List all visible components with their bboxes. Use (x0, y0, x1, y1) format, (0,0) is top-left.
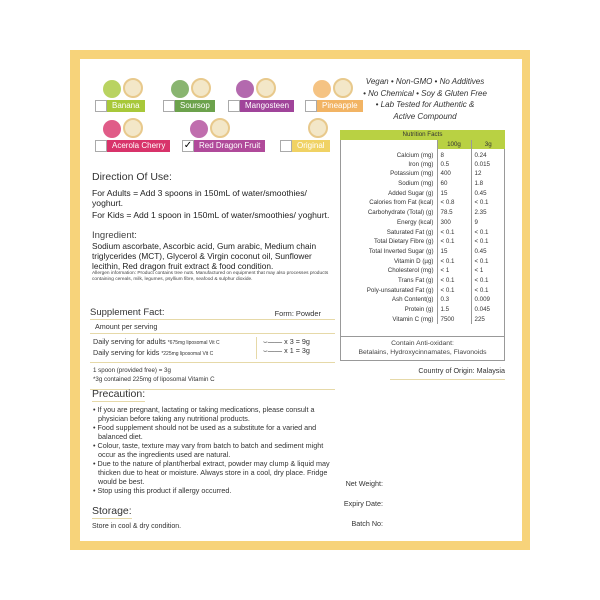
nutrient-value: < 1 (437, 266, 471, 276)
nutrient-value: 2.35 (471, 208, 505, 218)
nutrition-row (340, 314, 505, 324)
nutrition-row (340, 295, 505, 305)
nutrient-value: 8 (437, 149, 471, 159)
precaution-item: • Colour, taste, texture may vary from batch to batch and sediment might occur as the ingredients used are natural. (93, 441, 324, 459)
supplement-title: Supplement Fact: (90, 307, 165, 318)
nutrition-row (340, 169, 505, 179)
nutrient-value: < 0.1 (437, 227, 471, 237)
nutrition-row (340, 237, 505, 247)
flavor-option[interactable] (182, 140, 265, 152)
nutrition-row (340, 149, 505, 159)
nutrient-value: 9 (471, 218, 505, 228)
nutrient-value: 0.015 (471, 159, 505, 169)
nutrient-value: 15 (437, 188, 471, 198)
flavor-checkbox[interactable] (228, 100, 240, 112)
direction-adults: For Adults = Add 3 spoons in 150mL of water/smoothies/ yoghurt. (92, 188, 307, 208)
antioxidant-list: Betalains, Hydroxycinnamates, Flavonoids (358, 349, 487, 356)
flavor-checkbox[interactable] (163, 100, 175, 112)
ingredient-title: Ingredient: (92, 230, 137, 241)
flavor-label: Original (292, 140, 330, 152)
nutrient-name: Ash Content(g) (391, 296, 434, 304)
nutrient-value: 0.24 (471, 149, 505, 159)
nutrient-value: 400 (437, 169, 471, 179)
powder-scoop-image (123, 118, 143, 138)
contained-info: *3g contained 225mg of liposomal Vitamin C (93, 376, 215, 383)
flavor-checkbox[interactable] (95, 140, 107, 152)
nutrient-value: 300 (437, 218, 471, 228)
nutrient-name: Trans Fat (g) (397, 276, 434, 284)
country-of-origin: Country of Origin: Malaysia (390, 366, 505, 380)
flavor-checkbox[interactable] (280, 140, 292, 152)
flavor-checkbox[interactable] (95, 100, 107, 112)
flavor-checkbox[interactable] (305, 100, 317, 112)
claim-line: • No Chemical • Soy & Gluten Free (363, 88, 487, 98)
net-weight-label: Net Weight: (345, 479, 383, 488)
claim-line: Vegan • Non-GMO • No Additives (365, 77, 485, 86)
nutrient-name: Total Inverted Sugar (g) (368, 247, 434, 255)
nutrient-value: 7500 (437, 314, 471, 324)
supplement-form: Form: Powder (274, 309, 321, 318)
nutrient-value: 0.5 (437, 159, 471, 169)
nutrient-name: Vitamin C (mg) (392, 315, 434, 323)
adult-serving: Daily serving for adults (93, 337, 166, 346)
spoon-icon: ⌣—— (263, 337, 283, 346)
nutrient-name: Vitamin D (µg) (393, 257, 434, 265)
nutrition-title: Nutrition Facts (340, 130, 505, 140)
kid-serving: Daily serving for kids (93, 348, 160, 357)
spoon-info: 1 spoon (provided free) = 3g (93, 367, 171, 374)
flavor-checkbox[interactable]: ✓ (183, 140, 193, 151)
nutrition-row (340, 208, 505, 218)
direction-section (92, 171, 337, 283)
nutrition-row (340, 159, 505, 169)
nutrient-value: 225 (471, 314, 505, 324)
flavor-label: Red Dragon Fruit (194, 140, 265, 152)
column-3g: 3g (471, 140, 505, 150)
nutrient-name: Protein (g) (404, 306, 434, 314)
antioxidant-section (341, 336, 504, 357)
ingredient-text: Sodium ascorbate, Ascorbic acid, Gum arabic, Medium chain triglycerides (MCT), Glycerol & Virgin coconut oil, Sunflower lecithin, Red dragon fruit extract & food condition. (92, 241, 317, 271)
flavor-label: Mangosteen (240, 100, 294, 112)
nutrient-value: 0.45 (471, 247, 505, 257)
nutrient-value: < 0.1 (471, 198, 505, 208)
nutrition-row (340, 305, 505, 315)
nutrition-row (340, 188, 505, 198)
product-claims (345, 76, 505, 122)
nutrient-value: 0.009 (471, 295, 505, 305)
nutrient-name: Added Sugar (g) (388, 189, 434, 197)
flavor-option[interactable] (163, 100, 215, 112)
precaution-title: Precaution: (92, 388, 146, 400)
nutrition-row (340, 247, 505, 257)
nutrient-name: Saturated Fat (g) (386, 228, 434, 236)
nutrition-row (340, 179, 505, 189)
nutrition-row (340, 285, 505, 295)
storage-title: Storage: (92, 505, 132, 517)
fruit-image (171, 80, 189, 98)
powder-scoop-image (191, 78, 211, 98)
nutrient-value: < 0.1 (471, 285, 505, 295)
adult-note: *675mg liposomal Vit C (167, 340, 220, 346)
nutrient-value: < 0.1 (471, 256, 505, 266)
nutrient-value: 78.5 (437, 208, 471, 218)
flavor-label: Banana (107, 100, 145, 112)
nutrient-value: 1.8 (471, 179, 505, 189)
precaution-item: • Due to the nature of plant/herbal extract, powder may clump & liquid may thicken due to heat or moisture. Always store in a cool, dry place. Fridge would be best. (93, 459, 330, 486)
nutrient-value: 15 (437, 247, 471, 257)
precaution-section (92, 384, 340, 530)
nutrition-table (340, 130, 505, 324)
nutrient-name: Iron (mg) (408, 160, 434, 168)
precaution-item: • Food supplement should not be used as a substitute for a varied and balanced diet. (93, 423, 317, 441)
flavor-label: Acerola Cherry (107, 140, 170, 152)
direction-kids: For Kids = Add 1 spoon in 150mL of water/smoothies/ yoghurt. (92, 210, 330, 220)
nutrient-value: < 0.1 (471, 276, 505, 286)
expiry-date-label: Expiry Date: (343, 499, 383, 508)
nutrient-name: Sodium (mg) (398, 180, 434, 188)
antioxidant-title: Contain Anti-oxidant: (391, 340, 454, 347)
amount-per-serving: Amount per serving (90, 320, 335, 334)
nutrient-value: < 0.8 (437, 198, 471, 208)
nutrient-value: < 0.1 (437, 237, 471, 247)
nutrient-value: < 0.1 (437, 276, 471, 286)
fruit-image (313, 80, 331, 98)
nutrient-value: 0.45 (471, 188, 505, 198)
powder-scoop-image (308, 118, 328, 138)
nutrition-row (340, 266, 505, 276)
nutrient-value: 1.5 (437, 305, 471, 315)
nutrient-value: < 0.1 (471, 237, 505, 247)
kid-quantity: x 1 = 3g (284, 346, 310, 355)
nutrient-value: < 0.1 (437, 256, 471, 266)
nutrition-row (340, 276, 505, 286)
nutrition-row (340, 218, 505, 228)
nutrient-value: < 0.1 (437, 285, 471, 295)
kid-note: *225mg liposomal Vit C (161, 351, 214, 357)
flavor-label: Pineapple (317, 100, 363, 112)
powder-scoop-image (256, 78, 276, 98)
nutrient-value: < 1 (471, 266, 505, 276)
nutrition-row (340, 227, 505, 237)
fruit-image (103, 120, 121, 138)
fruit-image (103, 80, 121, 98)
nutrition-row (340, 198, 505, 208)
nutrient-value: 0.045 (471, 305, 505, 315)
fruit-image (236, 80, 254, 98)
flavor-option[interactable] (95, 100, 145, 112)
column-100g: 100g (437, 140, 471, 150)
flavor-option[interactable] (95, 140, 170, 152)
batch-number-label: Batch No: (351, 519, 383, 528)
nutrient-name: Calories from Fat (kcal) (369, 199, 434, 207)
flavor-option[interactable] (280, 140, 330, 152)
fruit-image (190, 120, 208, 138)
nutrient-value: < 0.1 (471, 227, 505, 237)
nutrition-row (340, 256, 505, 266)
allergen-info: Allergen information: Product contains tree nuts. Manufactured on equipment that may also processes products containing cereals, milk, legumes, psyllium fibre, seafood & sulphur dioxide. (92, 271, 329, 282)
claim-line: Active Compound (393, 111, 457, 121)
spoon-icon: ⌣—— (263, 346, 283, 355)
flavor-option[interactable] (228, 100, 294, 112)
nutrient-value: 0.3 (437, 295, 471, 305)
nutrient-name: Energy (kcal) (397, 218, 434, 226)
precaution-item: • If you are pregnant, lactating or taking medications, please consult a physician before taking any nutritional products. (93, 405, 315, 423)
claim-line: • Lab Tested for Authentic & (375, 100, 475, 109)
supplement-fact (90, 307, 335, 390)
nutrient-value: 60 (437, 179, 471, 189)
nutrient-name: Poly-unsaturated Fat (g) (366, 286, 434, 294)
nutrient-value: 12 (471, 169, 505, 179)
nutrient-name: Total Dietary Fibre (g) (374, 238, 434, 246)
powder-scoop-image (210, 118, 230, 138)
powder-scoop-image (123, 78, 143, 98)
storage-text: Store in cool & dry condition. (92, 523, 182, 530)
nutrient-name: Carbohydrate (Total) (g) (367, 209, 434, 217)
precaution-item: • Stop using this product if allergy occurred. (93, 486, 232, 495)
direction-title: Direction Of Use: (92, 171, 172, 183)
flavor-label: Soursop (175, 100, 215, 112)
nutrient-name: Cholesterol (mg) (387, 267, 434, 275)
nutrient-name: Potassium (mg) (390, 170, 434, 178)
nutrient-name: Calcium (mg) (396, 152, 434, 160)
adult-quantity: x 3 = 9g (284, 337, 310, 346)
